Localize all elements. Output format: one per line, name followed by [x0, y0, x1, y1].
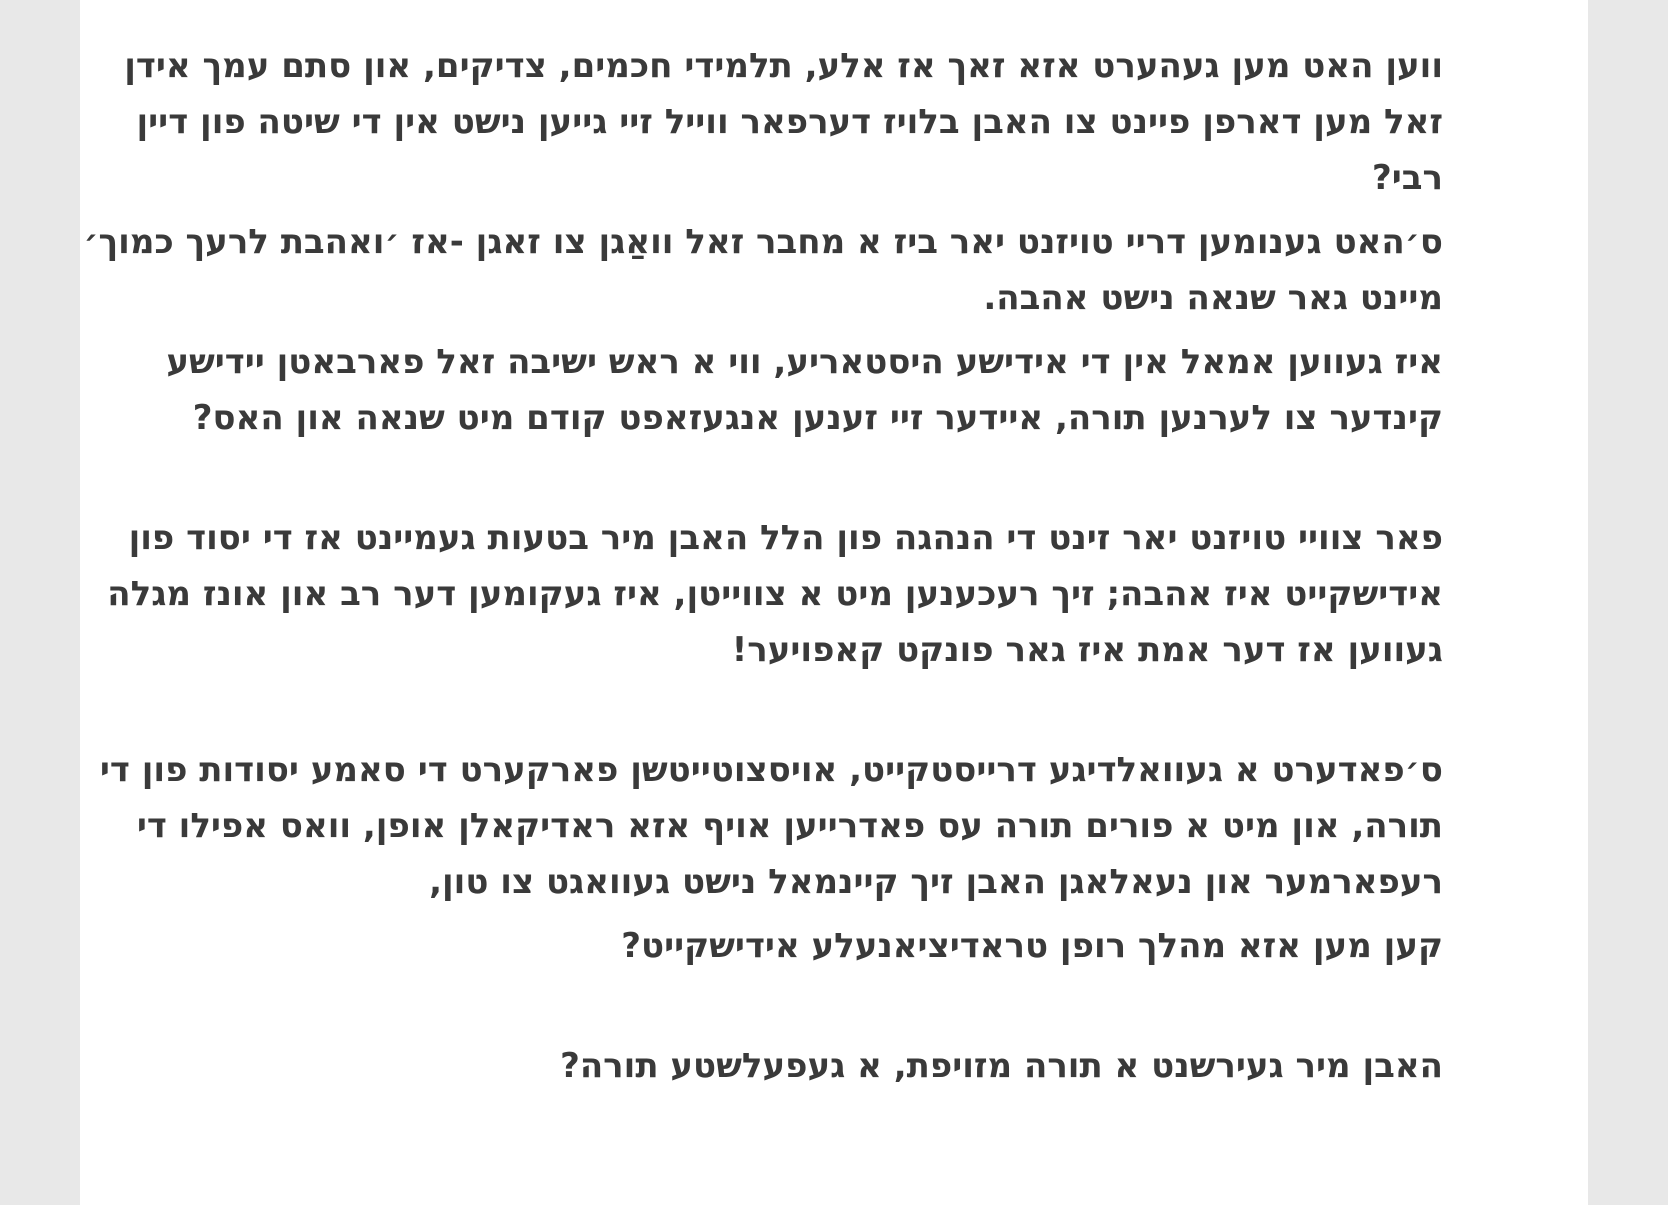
paragraph-6: קען מען אזא מהלך רופן טראדיציאנעלע אידישקייט? [621, 926, 1443, 966]
paragraph-5: ס׳פאדערט א געוואלדיגע דרייסטקייט, אויסצוטייטשן פארקערט די סאמע יסודות פון די תורה, און מיט א פורים תורה עס פאדרייען אויף אזא ראדיקאלן אופן, וואס אפילו די רעפארמער און נעאלאגן האבן זיך קיינמאל נישט געוואגט צו טון, [99, 750, 1443, 902]
paragraph-4: פאר צוויי טויזנט יאר זינט די הנהגה פון הלל האבן מיר בטעות געמיינט אז די יסוד פון אידישקייט איז אהבה; זיך רעכענען מיט א צווייטן, איז געקומען דער רב און אונז מגלה געווען אז דער אמת איז גאר פונקט קאפויער! [107, 518, 1443, 670]
paragraph-7: האבן מיר געירשנט א תורה מזויפת, א געפעלשטע תורה? [560, 1046, 1443, 1086]
paragraph-2: ס׳האט גענומען דריי טויזנט יאר ביז א מחבר זאל וואַגן צו זאגן -אז ׳ואהבת לרעך כמוך׳ מיינט גאר שנאה נישט אהבה. [83, 222, 1443, 318]
document-page [80, 0, 1588, 1205]
article-body [83, 38, 1443, 1094]
paragraph-3: איז געווען אמאל אין די אידישע היסטאריע, ווי א ראש ישיבה זאל פארבאטן יידישע קינדער צו לערנען תורה, איידער זיי זענען אנגעזאפט קודם מיט שנאה און האס? [166, 342, 1443, 438]
paragraph-1: ווען האט מען געהערט אזא זאך אז אלע, תלמידי חכמים, צדיקים, און סתם עמך אידן זאל מען דארפן פיינט צו האבן בלויז דערפאר ווייל זיי גייען נישט אין די שיטה פון דיין רבי? [124, 46, 1443, 198]
